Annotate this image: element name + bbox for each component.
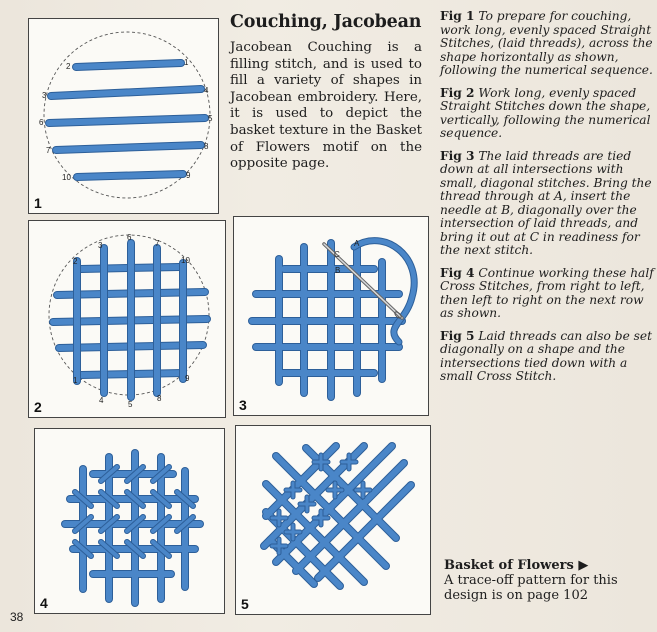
caption-fig1 [440, 10, 654, 78]
caption-fig2-text: Work long, evenly spaced Straight Stitches down the shape, vertically, following the numerical sequence. [440, 85, 651, 140]
caption-fig3 [440, 150, 654, 258]
figure-2-drawing [29, 221, 227, 419]
caption-fig4-text: Continue working these half Cross Stitches, from right to left, then left to right on the next row as shown. [440, 265, 654, 320]
figure-4 [34, 428, 225, 614]
caption-fig3-text: The laid threads are tied down at all intersections with small, diagonal stitches. Bring the thread through at A, insert the needle at B, diagonally over the intersection of laid threads, and bring it out at C in readiness for the next stitch. [440, 148, 652, 257]
caption-fig1-label: Fig 1 [440, 9, 475, 23]
basket-title: Basket of Flowers ▶ [444, 558, 589, 573]
captions-column [440, 10, 654, 393]
fig2-label-8: 8 [157, 394, 162, 403]
fig1-label-3: 3 [42, 91, 47, 100]
fig3-label-a: A [354, 239, 360, 248]
fig2-label-10: 10 [181, 256, 190, 265]
caption-fig5 [440, 330, 654, 384]
fig2-label-7: 7 [155, 239, 160, 248]
fig1-label-6: 6 [39, 118, 44, 127]
fig2-label-4: 4 [99, 396, 104, 405]
fig2-label-9: 9 [185, 374, 190, 383]
fig2-label-2: 2 [73, 257, 78, 266]
fig3-label-c: C [334, 250, 340, 259]
fig1-label-5: 5 [208, 114, 213, 123]
figure-3 [233, 216, 429, 416]
figure-4-number: 4 [40, 595, 48, 611]
figure-5 [235, 425, 431, 615]
page-number: 38 [10, 610, 24, 624]
basket-note [444, 558, 654, 603]
figure-2-number: 2 [34, 399, 42, 415]
fig3-label-b: B [335, 266, 341, 275]
caption-fig2-label: Fig 2 [440, 85, 475, 100]
figure-5-number: 5 [241, 596, 249, 612]
fig1-label-9: 9 [186, 171, 191, 180]
caption-fig2 [440, 87, 654, 141]
figure-1 [28, 18, 219, 214]
caption-fig3-label: Fig 3 [440, 148, 475, 163]
caption-fig5-label: Fig 5 [440, 328, 475, 343]
basket-text: A trace-off pattern for this design is on page 102 [444, 573, 618, 603]
caption-fig1-text: To prepare for couching, work long, evenly spaced Straight Stitches, (laid threads), across the shape horizontally as shown, following the numerical sequence. [440, 9, 653, 77]
page-title: Couching, Jacobean [230, 12, 422, 32]
figure-1-drawing [29, 19, 220, 215]
intro-paragraph: Jacobean Couching is a filling stitch, and is used to fill a variety of shapes in Jacobean embroidery. Here, it is used to depict the basket texture in the Basket of Flowers motif on the opposite page. [230, 40, 423, 172]
fig1-label-2: 2 [66, 62, 71, 71]
caption-fig4 [440, 267, 654, 321]
figure-5-drawing [236, 426, 432, 616]
fig2-label-6: 6 [127, 233, 132, 242]
figure-1-number: 1 [34, 195, 42, 211]
caption-fig5-text: Laid threads can also be set diagonally on a shape and the intersections tied down with a small Cross Stitch. [440, 328, 653, 383]
fig2-label-5: 5 [128, 400, 133, 409]
fig1-label-4: 4 [204, 86, 209, 95]
fig1-label-7: 7 [46, 146, 51, 155]
figure-4-drawing [35, 429, 226, 615]
caption-fig4-label: Fig 4 [440, 265, 475, 280]
fig1-label-8: 8 [204, 142, 209, 151]
figure-3-drawing [234, 217, 430, 417]
figure-2 [28, 220, 226, 418]
fig1-label-10: 10 [62, 173, 71, 182]
fig2-label-3: 3 [98, 241, 103, 250]
fig1-label-1: 1 [184, 58, 189, 67]
figure-3-number: 3 [239, 397, 247, 413]
fig2-label-1: 1 [73, 376, 78, 385]
